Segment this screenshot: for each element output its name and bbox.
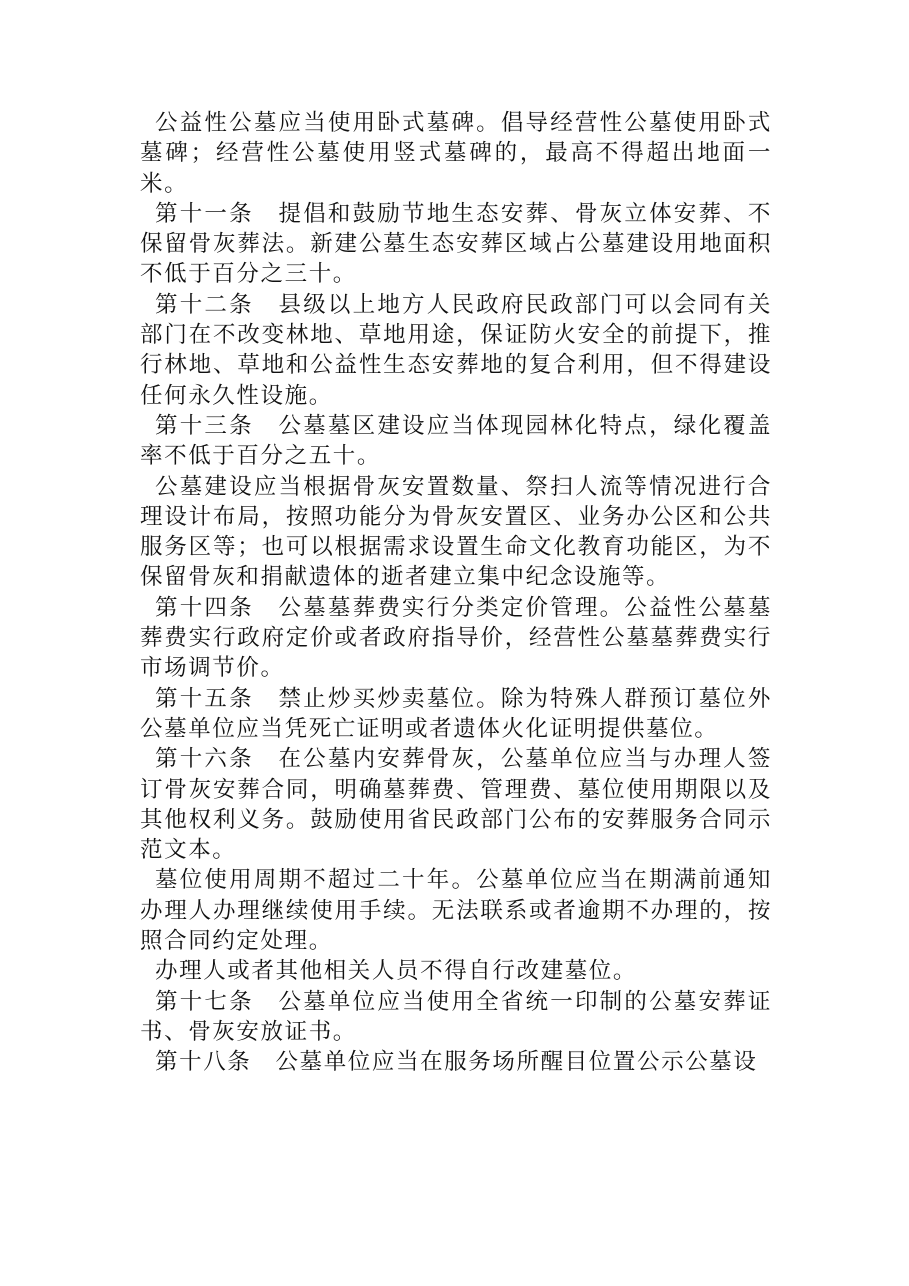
article-12-paragraph: 第十二条 县级以上地方人民政府民政部门可以会同有关部门在不改变林地、草地用途，保证防火安全的前提下，推行林地、草地和公益性生态安葬地的复合利用，但不得建设任何永久性设施。 xyxy=(140,291,772,409)
article-16-paragraph-2: 墓位使用周期不超过二十年。公墓单位应当在期满前通知办理人办理继续使用手续。无法联系或者逾期不办理的，按照合同约定处理。 xyxy=(140,867,772,955)
article-16-paragraph: 第十六条 在公墓内安葬骨灰，公墓单位应当与办理人签订骨灰安葬合同，明确墓葬费、管理费、墓位使用期限以及其他权利义务。鼓励使用省民政部门公布的安葬服务合同示范文本。 xyxy=(140,746,772,864)
paragraph-1: 公益性公墓应当使用卧式墓碑。倡导经营性公墓使用卧式墓碑；经营性公墓使用竖式墓碑的，最高不得超出地面一米。 xyxy=(140,110,772,197)
article-16-paragraph-3: 办理人或者其他相关人员不得自行改建墓位。 xyxy=(155,958,638,985)
document-page xyxy=(140,108,772,1078)
article-17-paragraph: 第十七条 公墓单位应当使用全省统一印制的公墓安葬证书、骨灰安放证书。 xyxy=(140,988,772,1045)
article-14-paragraph: 第十四条 公墓墓葬费实行分类定价管理。公益性公墓墓葬费实行政府定价或者政府指导价，经营性公墓墓葬费实行市场调节价。 xyxy=(140,594,772,682)
article-15-paragraph: 第十五条 禁止炒买炒卖墓位。除为特殊人群预订墓位外公墓单位应当凭死亡证明或者遗体火化证明提供墓位。 xyxy=(140,685,772,742)
article-13-paragraph-2: 公墓建设应当根据骨灰安置数量、祭扫人流等情况进行合理设计布局，按照功能分为骨灰安置区、业务办公区和公共服务区等；也可以根据需求设置生命文化教育功能区，为不保留骨灰和捐献遗体的逝者建立集中纪念设施等。 xyxy=(140,473,772,591)
article-13-paragraph: 第十三条 公墓墓区建设应当体现园林化特点，绿化覆盖率不低于百分之五十。 xyxy=(140,412,772,470)
article-11-paragraph: 第十一条 提倡和鼓励节地生态安葬、骨灰立体安葬、不保留骨灰葬法。新建公墓生态安葬区域占公墓建设用地面积不低于百分之三十。 xyxy=(140,200,772,288)
article-18-paragraph: 第十八条 公墓单位应当在服务场所醒目位置公示公墓设 xyxy=(155,1049,758,1076)
